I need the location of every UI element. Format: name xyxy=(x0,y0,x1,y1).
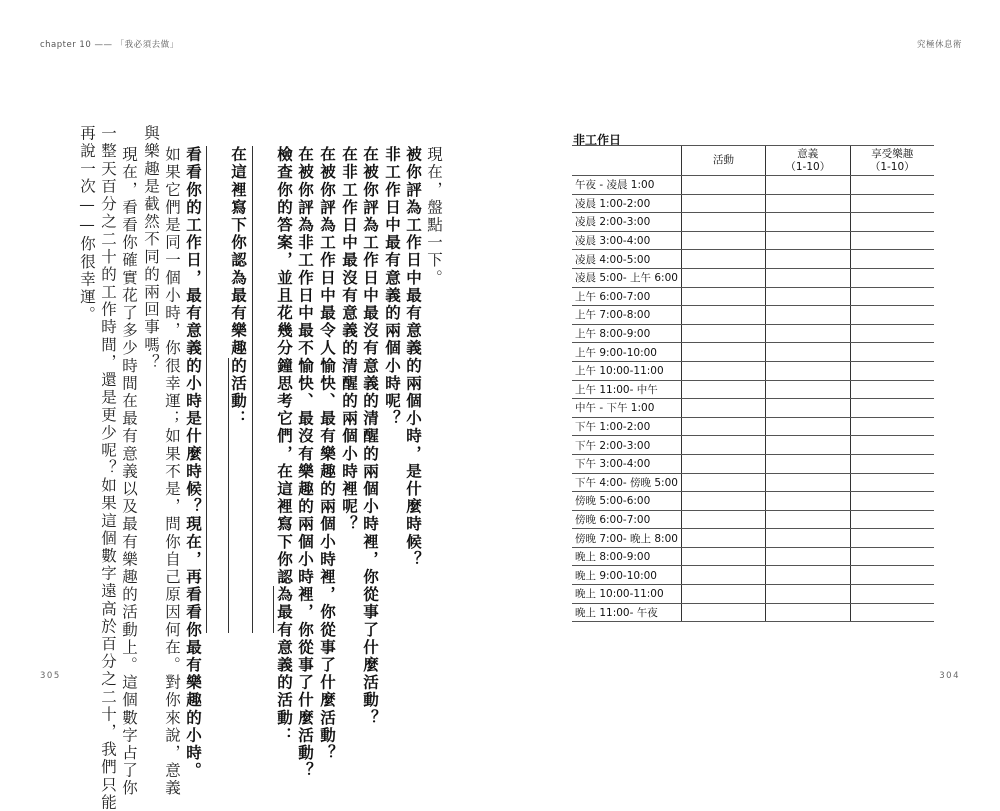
enjoyment-score-cell[interactable] xyxy=(850,231,934,250)
time-slot-cell: 下午 3:00-4:00 xyxy=(572,454,681,473)
table-row xyxy=(572,492,934,511)
table-row xyxy=(572,547,934,566)
enjoyment-score-cell[interactable] xyxy=(850,361,934,380)
question-column: 被你評為工作日中最有意義的兩個小時，是什麼時候？ xyxy=(404,146,423,569)
table-row xyxy=(572,399,934,418)
table-row xyxy=(572,324,934,343)
enjoyment-score-cell[interactable] xyxy=(850,436,934,455)
time-slot-cell: 凌晨 5:00- 上午 6:00 xyxy=(572,268,681,287)
time-slot-cell: 中午 - 下午 1:00 xyxy=(572,399,681,418)
activity-cell[interactable] xyxy=(681,250,765,269)
table-title: 非工作日 xyxy=(573,133,622,147)
time-slot-cell: 午夜 - 凌晨 1:00 xyxy=(572,176,681,195)
enjoyment-score-cell[interactable] xyxy=(850,399,934,418)
time-slot-cell: 上午 7:00-8:00 xyxy=(572,306,681,325)
table-header-row xyxy=(572,146,934,176)
time-slot-cell: 下午 2:00-3:00 xyxy=(572,436,681,455)
meaning-score-cell[interactable] xyxy=(766,306,850,325)
header-meaning xyxy=(766,146,850,176)
table-row xyxy=(572,250,934,269)
meaning-score-cell[interactable] xyxy=(766,547,850,566)
answer-line-meaningful[interactable] xyxy=(273,586,274,633)
question-column: 在被你評為工作日中最沒有意義的清醒的兩個小時裡，你從事了什麼活動？ xyxy=(361,146,380,727)
table-row xyxy=(572,585,934,604)
text-column: 現在，看看你確實花了多少時間在最有意義以及最有樂趣的活動上。這個數字占了你 xyxy=(120,146,138,798)
enjoyment-score-cell[interactable] xyxy=(850,250,934,269)
time-slot-cell: 凌晨 2:00-3:00 xyxy=(572,213,681,232)
table-row xyxy=(572,306,934,325)
header-meaning-label: 意義 xyxy=(797,147,819,160)
time-slot-cell: 晚上 9:00-10:00 xyxy=(572,566,681,585)
activity-cell[interactable] xyxy=(681,492,765,511)
meaning-score-cell[interactable] xyxy=(766,603,850,622)
answer-line-enjoyable[interactable] xyxy=(228,358,229,633)
meaning-score-cell[interactable] xyxy=(766,473,850,492)
table-row xyxy=(572,361,934,380)
activity-cell[interactable] xyxy=(681,566,765,585)
activity-cell[interactable] xyxy=(681,603,765,622)
time-slot-cell: 傍晚 7:00- 晚上 8:00 xyxy=(572,529,681,548)
activity-cell[interactable] xyxy=(681,380,765,399)
meaning-score-cell[interactable] xyxy=(766,268,850,287)
time-slot-cell: 凌晨 1:00-2:00 xyxy=(572,194,681,213)
time-slot-cell: 上午 9:00-10:00 xyxy=(572,343,681,362)
enjoyment-score-cell[interactable] xyxy=(850,492,934,511)
meaning-score-cell[interactable] xyxy=(766,343,850,362)
meaning-score-cell[interactable] xyxy=(766,231,850,250)
question-column: 在非工作日中最沒有意義的清醒的兩個小時裡呢？ xyxy=(340,146,359,534)
table-row xyxy=(572,510,934,529)
enjoyment-score-cell[interactable] xyxy=(850,213,934,232)
enjoyment-score-cell[interactable] xyxy=(850,603,934,622)
meaning-score-cell[interactable] xyxy=(766,250,850,269)
activity-cell[interactable] xyxy=(681,176,765,195)
activity-cell[interactable] xyxy=(681,399,765,418)
time-slot-cell: 晚上 10:00-11:00 xyxy=(572,585,681,604)
header-time xyxy=(572,146,681,176)
enjoyment-score-cell[interactable] xyxy=(850,287,934,306)
activity-cell[interactable] xyxy=(681,268,765,287)
meaning-score-cell[interactable] xyxy=(766,380,850,399)
activity-cell[interactable] xyxy=(681,194,765,213)
table-row xyxy=(572,343,934,362)
enjoyment-score-cell[interactable] xyxy=(850,268,934,287)
table-row xyxy=(572,454,934,473)
enjoyment-score-cell[interactable] xyxy=(850,454,934,473)
table-row xyxy=(572,603,934,622)
meaning-score-cell[interactable] xyxy=(766,213,850,232)
meaning-score-cell[interactable] xyxy=(766,585,850,604)
meaning-score-cell[interactable] xyxy=(766,417,850,436)
activity-cell[interactable] xyxy=(681,324,765,343)
header-activity: 活動 xyxy=(681,146,765,176)
text-column: 與樂趣是截然不同的兩回事嗎？ xyxy=(142,125,160,372)
header-enjoyment-scale: （1-10） xyxy=(869,160,915,173)
time-slot-cell: 傍晚 5:00-6:00 xyxy=(572,492,681,511)
activity-cell[interactable] xyxy=(681,473,765,492)
meaning-score-cell[interactable] xyxy=(766,361,850,380)
time-slot-cell: 凌晨 3:00-4:00 xyxy=(572,231,681,250)
reflection-question: 看看你的工作日，最有意義的小時是什麼時候？現在，再看看你最有樂趣的小時。 xyxy=(184,146,203,780)
question-column: 在被你評為非工作日中最不愉快、最沒有樂趣的兩個小時裡，你從事了什麼活動？ xyxy=(296,146,315,780)
table-row xyxy=(572,213,934,232)
enjoyment-score-cell[interactable] xyxy=(850,566,934,585)
meaning-score-cell[interactable] xyxy=(766,510,850,529)
enjoyment-score-cell[interactable] xyxy=(850,417,934,436)
enjoyment-score-cell[interactable] xyxy=(850,585,934,604)
time-slot-cell: 上午 11:00- 中午 xyxy=(572,380,681,399)
enjoyment-score-cell[interactable] xyxy=(850,473,934,492)
meaning-score-cell[interactable] xyxy=(766,194,850,213)
text-column: 如果它們是同一個小時，你很幸運；如果不是，問你自己原因何在。對你來說，意義 xyxy=(163,146,181,798)
meaning-score-cell[interactable] xyxy=(766,492,850,511)
activity-cell[interactable] xyxy=(681,547,765,566)
meaning-score-cell[interactable] xyxy=(766,399,850,418)
activity-cell[interactable] xyxy=(681,287,765,306)
enjoyment-score-cell[interactable] xyxy=(850,529,934,548)
enjoyment-score-cell[interactable] xyxy=(850,343,934,362)
meaning-score-cell[interactable] xyxy=(766,176,850,195)
meaning-score-cell[interactable] xyxy=(766,529,850,548)
enjoyment-score-cell[interactable] xyxy=(850,306,934,325)
time-slot-cell: 晚上 11:00- 午夜 xyxy=(572,603,681,622)
activity-cell[interactable] xyxy=(681,585,765,604)
meaning-score-cell[interactable] xyxy=(766,287,850,306)
time-slot-cell: 下午 4:00- 傍晚 5:00 xyxy=(572,473,681,492)
running-header-chapter: chapter 10 —— 「我必須去做」 xyxy=(40,40,179,50)
table-row xyxy=(572,417,934,436)
answer-line-meaningful-long[interactable] xyxy=(252,146,253,633)
non-workday-schedule-table xyxy=(572,145,934,622)
activity-cell[interactable] xyxy=(681,343,765,362)
table-row xyxy=(572,436,934,455)
time-slot-cell: 上午 6:00-7:00 xyxy=(572,287,681,306)
activity-cell[interactable] xyxy=(681,436,765,455)
text-column: 再說一次——你很幸運。 xyxy=(78,125,96,324)
header-enjoyment xyxy=(850,146,934,176)
table-row xyxy=(572,380,934,399)
table-row xyxy=(572,231,934,250)
running-header-book-title: 究極休息術 xyxy=(916,40,962,50)
table-row xyxy=(572,287,934,306)
table-row xyxy=(572,176,934,195)
enjoyment-score-cell[interactable] xyxy=(850,510,934,529)
activity-cell[interactable] xyxy=(681,306,765,325)
question-column: 在被你評為工作日中最令人愉快、最有樂趣的兩個小時裡，你從事了什麼活動？ xyxy=(318,146,337,762)
time-slot-cell: 上午 10:00-11:00 xyxy=(572,361,681,380)
enjoyment-score-cell[interactable] xyxy=(850,194,934,213)
answer-line-enjoyable-long[interactable] xyxy=(206,146,207,633)
time-slot-cell: 凌晨 4:00-5:00 xyxy=(572,250,681,269)
time-slot-cell: 下午 1:00-2:00 xyxy=(572,417,681,436)
table-row xyxy=(572,529,934,548)
enjoyment-score-cell[interactable] xyxy=(850,324,934,343)
activity-cell[interactable] xyxy=(681,213,765,232)
time-slot-cell: 傍晚 6:00-7:00 xyxy=(572,510,681,529)
text-column: 一整天百分之二十的工作時間，還是更少呢？如果這個數字遠高於百分之二十，我們只能 xyxy=(99,125,117,811)
time-slot-cell: 上午 8:00-9:00 xyxy=(572,324,681,343)
activity-cell[interactable] xyxy=(681,417,765,436)
table-row xyxy=(572,194,934,213)
activity-cell[interactable] xyxy=(681,529,765,548)
enjoyment-score-cell[interactable] xyxy=(850,547,934,566)
activity-cell[interactable] xyxy=(681,510,765,529)
prompt-meaningful-activity: 檢查你的答案，並且花幾分鐘思考它們，在這裡寫下你認為最有意義的活動： xyxy=(275,146,294,745)
activity-cell[interactable] xyxy=(681,361,765,380)
enjoyment-score-cell[interactable] xyxy=(850,176,934,195)
table-body xyxy=(572,176,934,622)
meaning-score-cell[interactable] xyxy=(766,454,850,473)
table-row xyxy=(572,268,934,287)
meaning-score-cell[interactable] xyxy=(766,436,850,455)
meaning-score-cell[interactable] xyxy=(766,566,850,585)
page-number-left: 305 xyxy=(40,671,61,681)
meaning-score-cell[interactable] xyxy=(766,324,850,343)
header-enjoyment-label: 享受樂趣 xyxy=(871,147,914,160)
page-number-right: 304 xyxy=(939,671,960,681)
prompt-enjoyable-activity: 在這裡寫下你認為最有樂趣的活動： xyxy=(229,146,248,428)
enjoyment-score-cell[interactable] xyxy=(850,380,934,399)
text-column: 現在，盤點一下。 xyxy=(425,146,443,287)
question-column: 非工作日中最有意義的兩個小時呢？ xyxy=(383,146,402,428)
table-row xyxy=(572,566,934,585)
table-row xyxy=(572,473,934,492)
activity-cell[interactable] xyxy=(681,231,765,250)
time-slot-cell: 晚上 8:00-9:00 xyxy=(572,547,681,566)
header-meaning-scale: （1-10） xyxy=(785,160,831,173)
activity-cell[interactable] xyxy=(681,454,765,473)
